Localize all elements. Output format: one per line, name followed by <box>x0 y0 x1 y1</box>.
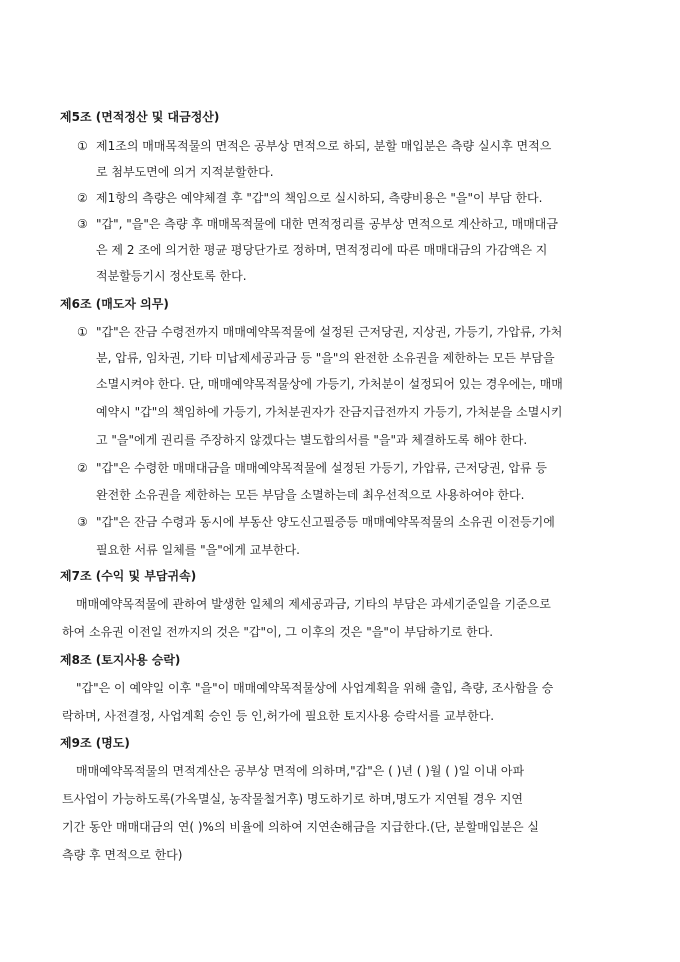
text-line: 락하며, 사전결정, 사업계획 승인 등 인,허가에 필요한 토지사용 승락서를 교부한다. <box>62 709 495 723</box>
item-number: ① <box>77 139 88 153</box>
text-line: "갑"은 잔금 수령전까지 매매예약목적물에 설정된 근저당권, 지상권, 가등기, 가압류, 가처 <box>96 325 563 339</box>
text-line: "갑"은 이 예약일 이후 "을"이 매매예약목적물상에 사업계획을 위해 출입, 측량, 조사함을 승 <box>76 681 554 695</box>
item-number: ② <box>77 461 88 475</box>
text-line: 트사업이 가능하도록(가옥멸실, 농작물철거후) 명도하기로 하며,명도가 지연될 경우 지연 <box>62 792 524 806</box>
text-line: 기간 동안 매매대금의 연( )%의 비율에 의하여 지연손해금을 지급한다.(단, 분할매입분은 실 <box>62 820 539 834</box>
text-line: 매매예약목적물의 면적계산은 공부상 면적에 의하며,"갑"은 ( )년 ( )월 ( )일 이내 아파 <box>76 764 525 778</box>
text-line: 매매예약목적물에 관하여 발생한 일체의 제세공과금, 기타의 부담은 과세기준일을 기준으로 <box>76 597 551 611</box>
item-number: ② <box>77 191 88 205</box>
section-heading: 제9조 (명도) <box>60 736 130 750</box>
item-number: ① <box>77 325 88 339</box>
text-line: 소멸시켜야 한다. 단, 매매예약목적물상에 가등기, 가처분이 설정되어 있는 경우에는, 매매 <box>96 377 563 391</box>
section-heading: 제5조 (면적정산 및 대금정산) <box>60 110 220 124</box>
text-line: 측량 후 면적으로 한다) <box>62 848 183 862</box>
text-line: 하여 소유권 이전일 전까지의 것은 "갑"이, 그 이후의 것은 "을"이 부담하기로 한다. <box>62 625 494 639</box>
text-line: 필요한 서류 일체를 "을"에게 교부한다. <box>96 543 300 557</box>
text-line: 적분할등기시 정산토록 한다. <box>96 269 247 283</box>
text-line: 분, 압류, 임차권, 기타 미납제세공과금 등 "을"의 완전한 소유권을 제한하는 모든 부담을 <box>96 351 555 365</box>
text-line: 예약시 "갑"의 책임하에 가등기, 가처분권자가 잔금지급전까지 가등기, 가처분을 소멸시키 <box>96 405 563 419</box>
text-line: "갑"은 잔금 수령과 동시에 부동산 양도신고필증등 매매예약목적물의 소유권 이전등기에 <box>96 515 555 529</box>
text-line: 로 첨부도면에 의거 지적분할한다. <box>96 165 274 179</box>
text-line: "갑"은 수령한 매매대금을 매매예약목적물에 설정된 가등기, 가압류, 근저당권, 압류 등 <box>96 461 547 475</box>
section-heading: 제7조 (수익 및 부담귀속) <box>60 569 197 583</box>
item-number: ③ <box>77 217 88 231</box>
text-line: 은 제 2 조에 의거한 평균 평당단가로 정하며, 면적정리에 따른 매매대금의 가감액은 지 <box>96 243 548 257</box>
text-line: 완전한 소유권을 제한하는 모든 부담을 소멸하는데 최우선적으로 사용하여야 한다. <box>96 488 525 502</box>
section-heading: 제6조 (매도자 의무) <box>60 297 169 311</box>
section-heading: 제8조 (토지사용 승락) <box>60 653 181 667</box>
item-number: ③ <box>77 515 88 529</box>
text-line: "갑", "을"은 측량 후 매매목적물에 대한 면적정리를 공부상 면적으로 계산하고, 매매대금 <box>96 217 558 231</box>
text-line: 고 "을"에게 권리를 주장하지 않겠다는 별도합의서를 "을"과 체결하도록 해야 한다. <box>96 433 528 447</box>
text-line: 제1조의 매매목적물의 면적은 공부상 면적으로 하되, 분할 매입분은 측량 실시후 면적으 <box>96 139 552 153</box>
text-line: 제1항의 측량은 예약체결 후 "갑"의 책임으로 실시하되, 측량비용은 "을"이 부담 한다. <box>96 191 543 205</box>
